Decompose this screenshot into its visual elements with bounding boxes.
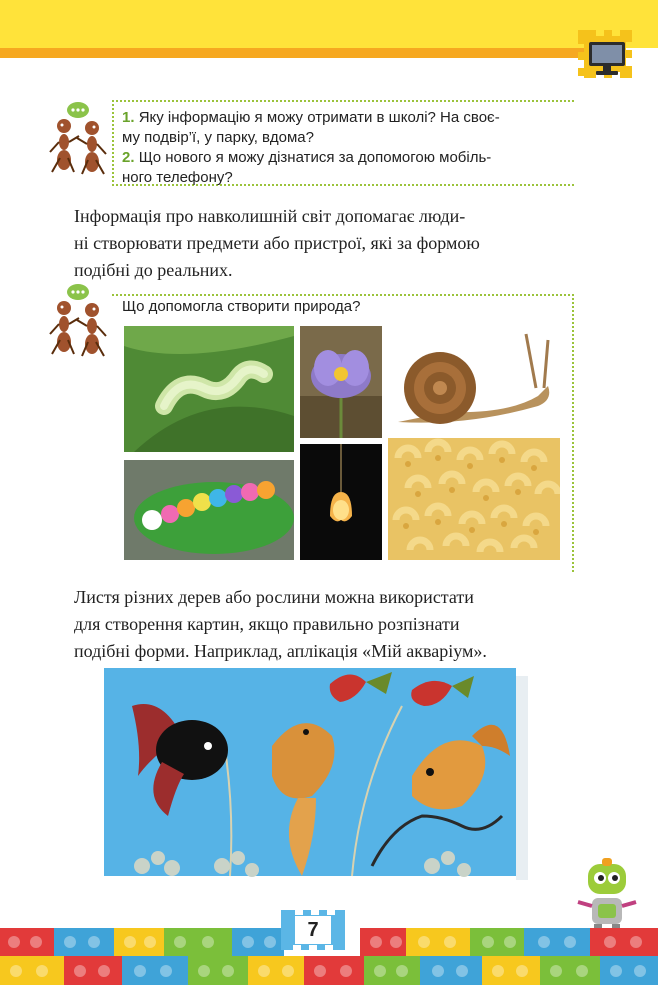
flower-photo — [300, 326, 382, 438]
question-2: 2. Що нового я можу дізнатися за допомогою мобіль- ного телефону? — [122, 149, 492, 186]
robot-mascot-icon — [574, 858, 640, 936]
caterpillar-photo — [124, 326, 294, 452]
question-1: 1. Яку інформацію я можу отримати в школі? На своє- му подвір’ї, у парку, вдома? — [122, 109, 500, 146]
lamp-photo — [300, 444, 382, 560]
paper-caterpillar-photo — [124, 460, 294, 560]
paragraph-information: Інформація про навколишній світ допомагає люди- ні створювати предмети або пристрої, які за формою подібні до реальних. — [74, 206, 480, 280]
paragraph-leaves: Листя різних дерев або рослини можна використати для створення картин, якщо правильно розпізнати подібні форми. Наприклад, аплікація «Мій акваріум». — [74, 587, 487, 661]
macaroni-photo — [388, 438, 560, 560]
ants-discussion-icon-2 — [46, 282, 112, 358]
nature-question: Що допомогла створити природа? — [122, 298, 361, 315]
header-stripe — [0, 48, 590, 58]
computer-monitor-icon — [576, 28, 638, 90]
ants-discussion-icon — [46, 100, 112, 176]
header-band — [0, 0, 658, 48]
snail-photo — [388, 326, 560, 438]
page-number-badge — [277, 908, 349, 952]
page-number: 7 — [307, 919, 319, 941]
aquarium-applique-photo — [102, 666, 530, 884]
